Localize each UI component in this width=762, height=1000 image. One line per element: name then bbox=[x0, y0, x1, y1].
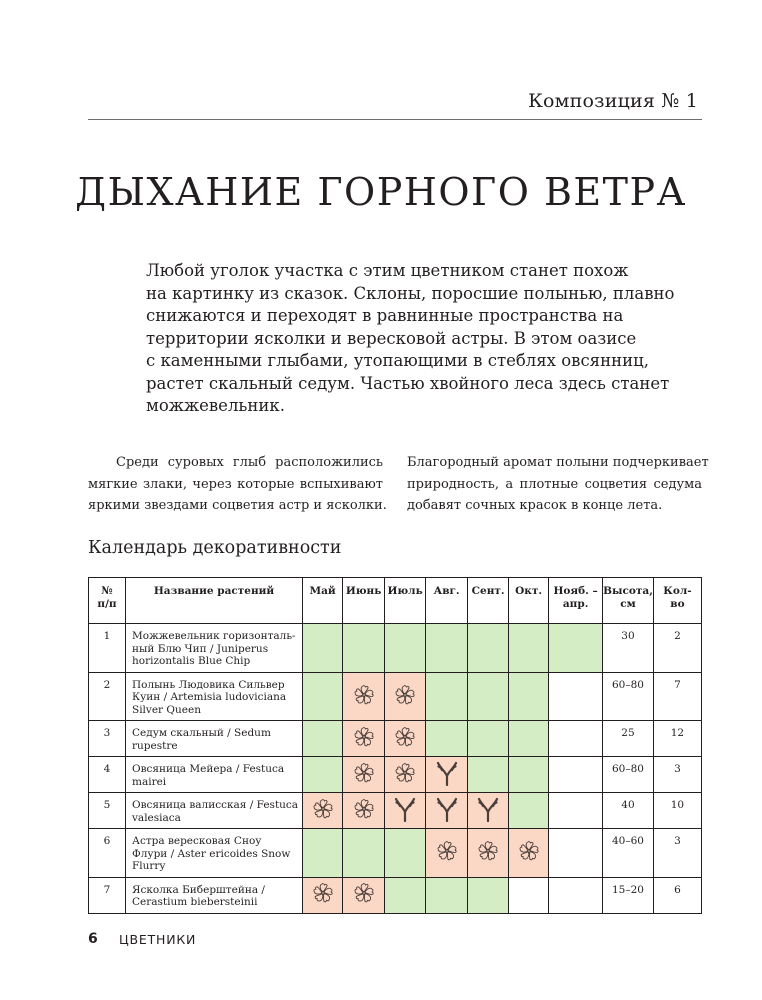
header-october: Окт. bbox=[509, 578, 549, 624]
calendar-cell-may bbox=[303, 624, 343, 673]
calendar-cell-september bbox=[468, 829, 509, 878]
calendar-cell-may bbox=[303, 672, 343, 721]
calendar-cell-august bbox=[426, 721, 468, 757]
calendar-cell-october bbox=[509, 672, 549, 721]
plant-name bbox=[126, 672, 303, 721]
plant-name bbox=[126, 793, 303, 829]
calendar-cell-nov-apr bbox=[549, 877, 603, 913]
header-nov-apr-line2: апр. bbox=[562, 597, 589, 610]
calendar-cell-june bbox=[343, 624, 385, 673]
header-rule bbox=[88, 119, 702, 120]
plant-count: 12 bbox=[653, 721, 701, 757]
flower-icon bbox=[435, 839, 459, 867]
calendar-cell-august bbox=[426, 757, 468, 793]
flower-icon bbox=[393, 683, 417, 711]
calendar-cell-june bbox=[343, 793, 385, 829]
row-number: 7 bbox=[89, 877, 126, 913]
flower-icon bbox=[352, 797, 376, 825]
calendar-cell-may bbox=[303, 793, 343, 829]
body-line: добавят сочных красок в конце лета. bbox=[407, 498, 663, 513]
body-column-right bbox=[407, 452, 709, 517]
calendar-cell-june bbox=[343, 877, 385, 913]
calendar-cell-july bbox=[385, 877, 426, 913]
plant-name bbox=[126, 624, 303, 673]
body-line: Среди суровых глыб расположились bbox=[116, 455, 383, 470]
header-september: Сент. bbox=[468, 578, 509, 624]
calendar-cell-october bbox=[509, 624, 549, 673]
calendar-cell-october bbox=[509, 793, 549, 829]
flower-icon bbox=[476, 839, 500, 867]
lead-line: территории ясколки и вересковой астры. В этом оазисе bbox=[146, 328, 637, 348]
calendar-cell-july bbox=[385, 793, 426, 829]
plant-name bbox=[126, 757, 303, 793]
lead-line: можжевельник. bbox=[146, 396, 285, 415]
flower-icon bbox=[352, 683, 376, 711]
header-height-line1: Высота, bbox=[603, 585, 653, 597]
header-height bbox=[603, 578, 654, 624]
row-number: 5 bbox=[89, 793, 126, 829]
calendar-cell-may bbox=[303, 829, 343, 878]
calendar-cell-may bbox=[303, 757, 343, 793]
calendar-cell-nov-apr bbox=[549, 721, 603, 757]
header-june: Июнь bbox=[343, 578, 385, 624]
grass-icon bbox=[393, 796, 417, 826]
header-august: Авг. bbox=[426, 578, 468, 624]
plant-name bbox=[126, 829, 303, 878]
running-footer: ЦВЕТНИКИ bbox=[119, 932, 197, 947]
header-num bbox=[89, 578, 126, 624]
plant-name-line: ный Блю Чип / Juniperus bbox=[132, 642, 269, 655]
header-name: Название растений bbox=[126, 578, 303, 624]
header-count bbox=[653, 578, 701, 624]
calendar-cell-nov-apr bbox=[549, 672, 603, 721]
header-num-line1: № bbox=[101, 585, 113, 597]
calendar-cell-nov-apr bbox=[549, 757, 603, 793]
plant-name-line: rupestre bbox=[132, 739, 178, 752]
calendar-cell-august bbox=[426, 829, 468, 878]
body-line: Благородный аромат полыни подчеркивает bbox=[407, 455, 709, 470]
plant-count: 3 bbox=[653, 829, 701, 878]
header-height-line2: см bbox=[620, 597, 636, 610]
plant-name-line: Silver Queen bbox=[132, 703, 201, 716]
calendar-cell-september bbox=[468, 793, 509, 829]
flower-icon bbox=[311, 797, 335, 825]
plant-name bbox=[126, 721, 303, 757]
body-line: природность, а плотные соцветия седума bbox=[407, 476, 702, 492]
plant-count: 2 bbox=[653, 624, 701, 673]
page-title: ДЫХАНИЕ ГОРНОГО ВЕТРА bbox=[75, 170, 687, 214]
table-header-row bbox=[89, 578, 702, 624]
calendar-cell-nov-apr bbox=[549, 793, 603, 829]
decorative-calendar-table bbox=[88, 577, 702, 914]
calendar-cell-august bbox=[426, 672, 468, 721]
section-title: Календарь декоративности bbox=[88, 538, 342, 558]
flower-icon bbox=[393, 725, 417, 753]
header-july: Июль bbox=[385, 578, 426, 624]
lead-line: на картинку из сказок. Склоны, поросшие полынью, плавно bbox=[146, 283, 675, 303]
body-line: яркими звездами соцветия астр и ясколки. bbox=[88, 498, 387, 513]
grass-icon bbox=[476, 796, 500, 826]
table-row bbox=[89, 829, 702, 878]
calendar-cell-nov-apr bbox=[549, 829, 603, 878]
row-number: 3 bbox=[89, 721, 126, 757]
calendar-cell-october bbox=[509, 877, 549, 913]
plant-name-line: Куин / Artemisia ludoviciana bbox=[132, 691, 287, 703]
plant-name-line: mairei bbox=[132, 775, 167, 788]
calendar-cell-september bbox=[468, 877, 509, 913]
lead-line: Любой уголок участка с этим цветником станет похож bbox=[146, 261, 629, 280]
plant-height: 60–80 bbox=[603, 757, 654, 793]
calendar-cell-october bbox=[509, 721, 549, 757]
flower-icon bbox=[517, 839, 541, 867]
header-count-line1: Кол- bbox=[663, 585, 692, 597]
body-column-left bbox=[88, 452, 387, 517]
calendar-cell-september bbox=[468, 672, 509, 721]
grass-icon bbox=[435, 796, 459, 826]
plant-name-line: Полынь Людовика Сильвер bbox=[132, 678, 285, 691]
plant-name-line: Ясколка Биберштейна / bbox=[132, 883, 265, 896]
grass-icon bbox=[435, 760, 459, 790]
flower-icon bbox=[352, 725, 376, 753]
header-nov-apr bbox=[549, 578, 603, 624]
table-row bbox=[89, 672, 702, 721]
plant-count: 3 bbox=[653, 757, 701, 793]
table-body bbox=[89, 624, 702, 914]
plant-count: 7 bbox=[653, 672, 701, 721]
lead-line: с каменными глыбами, утопающими в стеблях овсянниц, bbox=[146, 351, 649, 370]
calendar-cell-may bbox=[303, 721, 343, 757]
plant-name-line: horizontalis Blue Chip bbox=[132, 655, 251, 667]
calendar-cell-july bbox=[385, 721, 426, 757]
calendar-cell-august bbox=[426, 877, 468, 913]
plant-name-line: Овсяница Мейера / Festuca bbox=[132, 763, 285, 775]
plant-name-line: valesiaca bbox=[132, 811, 181, 824]
calendar-cell-august bbox=[426, 624, 468, 673]
calendar-cell-july bbox=[385, 757, 426, 793]
table-row bbox=[89, 793, 702, 829]
calendar-cell-nov-apr bbox=[549, 624, 603, 673]
table-row bbox=[89, 624, 702, 673]
calendar-cell-october bbox=[509, 829, 549, 878]
row-number: 1 bbox=[89, 624, 126, 673]
calendar-cell-june bbox=[343, 721, 385, 757]
calendar-cell-september bbox=[468, 757, 509, 793]
calendar-cell-july bbox=[385, 672, 426, 721]
table-row bbox=[89, 757, 702, 793]
plant-name-line: Cerastium biebersteinii bbox=[132, 896, 258, 908]
lead-paragraph bbox=[146, 260, 675, 418]
flower-icon bbox=[352, 761, 376, 789]
table-row bbox=[89, 721, 702, 757]
calendar-cell-june bbox=[343, 672, 385, 721]
calendar-cell-july bbox=[385, 624, 426, 673]
calendar-cell-september bbox=[468, 624, 509, 673]
chapter-label: Композиция № 1 bbox=[528, 90, 698, 112]
header-may: Май bbox=[303, 578, 343, 624]
plant-height: 15–20 bbox=[603, 877, 654, 913]
calendar-cell-september bbox=[468, 721, 509, 757]
flower-icon bbox=[352, 881, 376, 909]
plant-height: 60–80 bbox=[603, 672, 654, 721]
plant-name bbox=[126, 877, 303, 913]
plant-height: 30 bbox=[603, 624, 654, 673]
header-count-line2: во bbox=[670, 597, 685, 610]
lead-line: снижаются и переходят в равнинные пространства на bbox=[146, 306, 624, 325]
plant-name-line: Овсяница валисская / Festuca bbox=[132, 799, 299, 811]
flower-icon bbox=[311, 881, 335, 909]
plant-name-line: Флури / Aster ericoides Snow bbox=[132, 847, 291, 860]
plant-name-line: Flurry bbox=[132, 860, 166, 872]
calendar-cell-july bbox=[385, 829, 426, 878]
row-number: 6 bbox=[89, 829, 126, 878]
plant-name-line: Можжевельник горизонталь- bbox=[132, 630, 296, 642]
plant-count: 10 bbox=[653, 793, 701, 829]
lead-line: растет скальный седум. Частью хвойного леса здесь станет bbox=[146, 373, 670, 393]
header-nov-apr-line1: Нояб. – bbox=[553, 585, 598, 597]
calendar-cell-june bbox=[343, 757, 385, 793]
plant-name-line: Седум скальный / Sedum bbox=[132, 727, 271, 739]
table-row bbox=[89, 877, 702, 913]
plant-count: 6 bbox=[653, 877, 701, 913]
plant-name-line: Астра вересковая Сноу bbox=[132, 835, 262, 847]
row-number: 4 bbox=[89, 757, 126, 793]
calendar-cell-june bbox=[343, 829, 385, 878]
flower-icon bbox=[393, 761, 417, 789]
page-number: 6 bbox=[88, 931, 98, 947]
plant-height: 25 bbox=[603, 721, 654, 757]
calendar-cell-october bbox=[509, 757, 549, 793]
body-line: мягкие злаки, через которые вспыхивают bbox=[88, 476, 383, 492]
plant-height: 40 bbox=[603, 793, 654, 829]
calendar-cell-may bbox=[303, 877, 343, 913]
row-number: 2 bbox=[89, 672, 126, 721]
header-num-line2: п/п bbox=[97, 597, 117, 610]
calendar-cell-august bbox=[426, 793, 468, 829]
plant-height: 40–60 bbox=[603, 829, 654, 878]
